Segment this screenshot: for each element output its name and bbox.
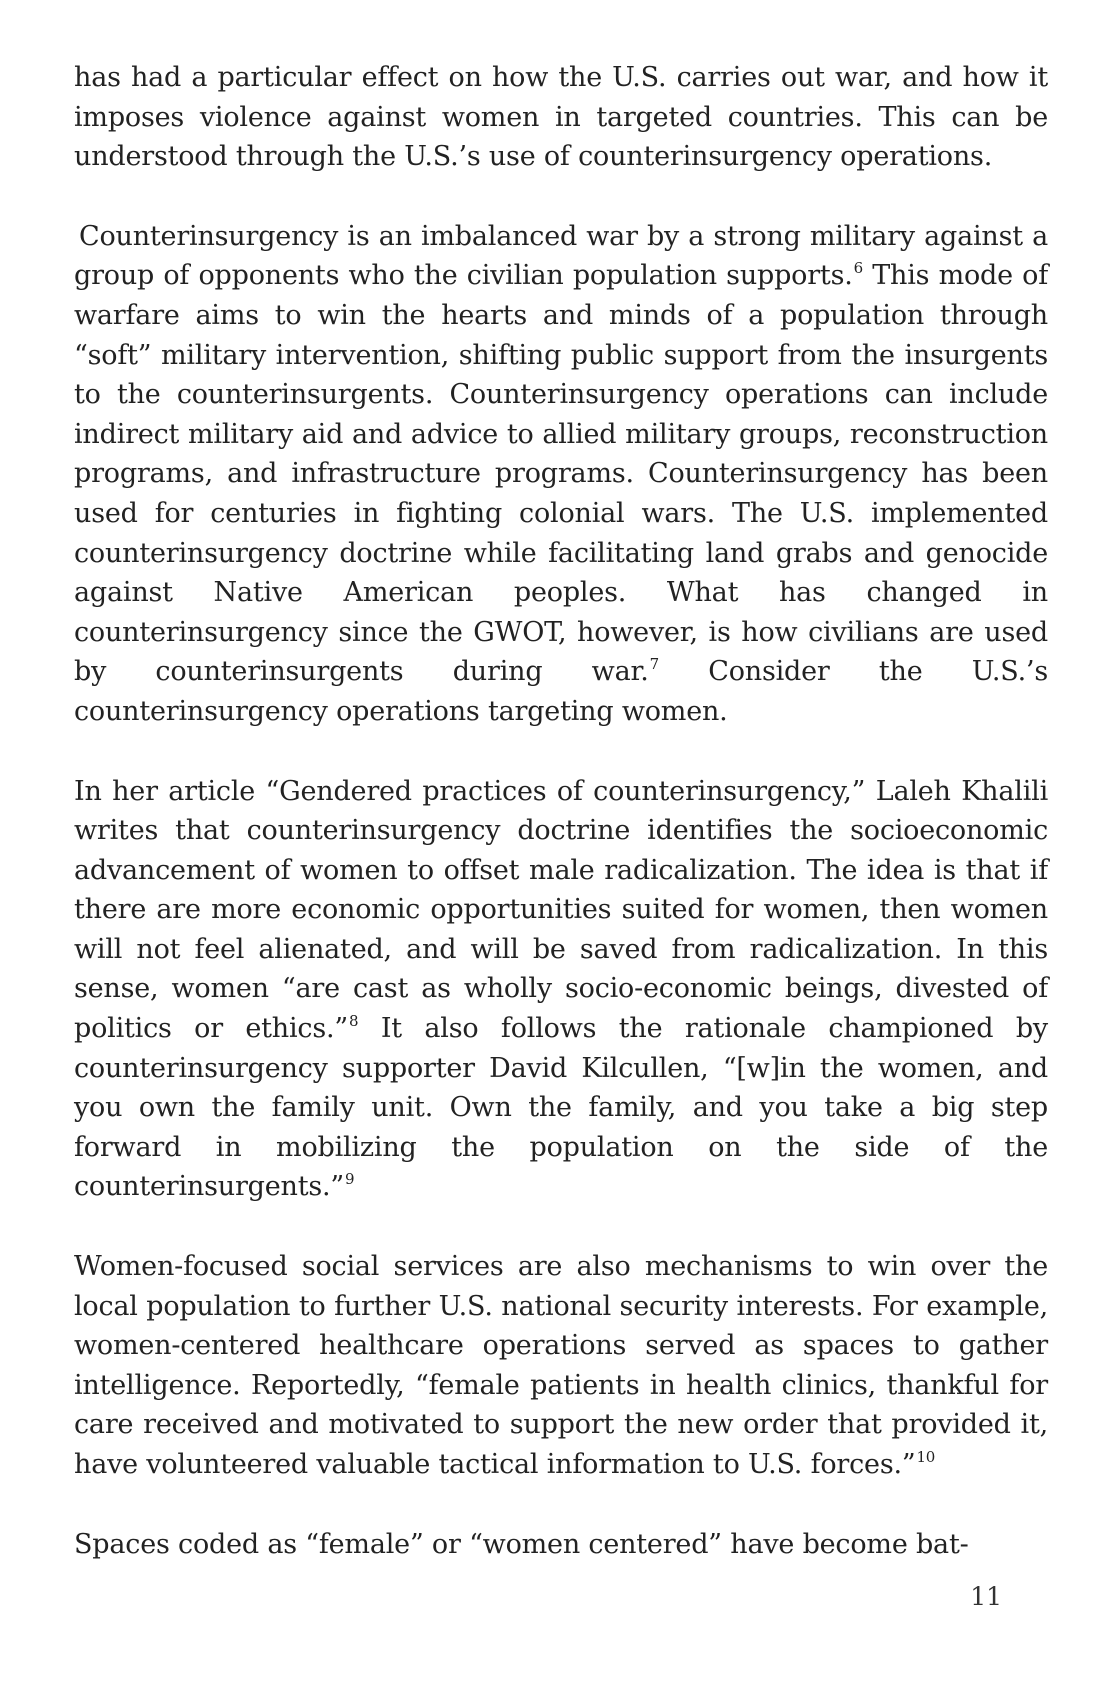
paragraph-5	[74, 1525, 1048, 1565]
footnote-marker-10[interactable]: 10	[916, 1448, 936, 1466]
paragraph-text: Spaces coded as “female” or “women centered” have become bat-	[74, 1528, 969, 1560]
paragraph-4	[74, 1247, 1048, 1485]
paragraph-text: Consider the U.S.’s counterinsurgency operations targeting women.	[74, 656, 1048, 727]
paragraph-text: It also follows the rationale championed by counterinsurgency supporter David Kilcullen, “[w]in the women, and you own the family unit. Own the family, and you take a big step forward in mobilizing the population on the side of the counterinsurgents.”	[74, 1013, 1048, 1203]
footnote-marker-9[interactable]: 9	[345, 1170, 355, 1189]
page-number: 11	[970, 1582, 1002, 1611]
paragraph-text: Women-focused social services are also mechanisms to win over the local population to further U.S. national security interests. For example, women-centered healthcare operations served as spaces to gather intelligence. Reportedly, “female patients in health clinics, thankful for care received and motivated to support the new order that provided it, have volunteered valuable tactical information to U.S. forces.”	[74, 1251, 1048, 1480]
footnote-marker-7[interactable]: 7	[649, 655, 659, 674]
paragraph-text: Counterinsurgency is an imbalanced war by a strong military against a group of opponents who the civilian population supports.	[74, 220, 1048, 292]
paragraph-2	[74, 217, 1048, 732]
body-text	[74, 58, 1048, 1604]
footnote-marker-8[interactable]: 8	[349, 1012, 359, 1031]
paragraph-3	[74, 772, 1048, 1208]
paragraph-text: has had a particular effect on how the U.S. carries out war, and how it imposes violence against women in targeted countries. This can be understood through the U.S.’s use of counterinsurgency operations.	[74, 62, 1048, 173]
paragraph-text: In her article “Gendered practices of counterinsurgency,” Laleh Khalili writes that counterinsurgency doctrine identifies the socioeconomic advancement of women to offset male radicalization. The idea is that if there are more economic opportunities suited for women, then women will not feel alienated, and will be saved from radicalization. In this sense, women “are cast as wholly socio-economic beings, divested of politics or ethics.”	[74, 775, 1048, 1045]
paragraph-text: This mode of warfare aims to win the hearts and minds of a population through “soft” military intervention, shifting public support from the insurgents to the counterinsurgents. Counterinsurgency operations can include indirect military aid and advice to allied military groups, reconstruction programs, and infrastructure programs. Counterinsurgency has been used for centuries in fighting colonial wars. The U.S. implemented counterinsurgency doctrine while facilitating land grabs and genocide against Native American peoples. What has changed in counterinsurgency since the GWOT, however, is how civilians are used by counterinsurgents during war.	[74, 260, 1048, 688]
paragraph-1	[74, 58, 1048, 177]
footnote-marker-6[interactable]: 6	[853, 259, 863, 278]
